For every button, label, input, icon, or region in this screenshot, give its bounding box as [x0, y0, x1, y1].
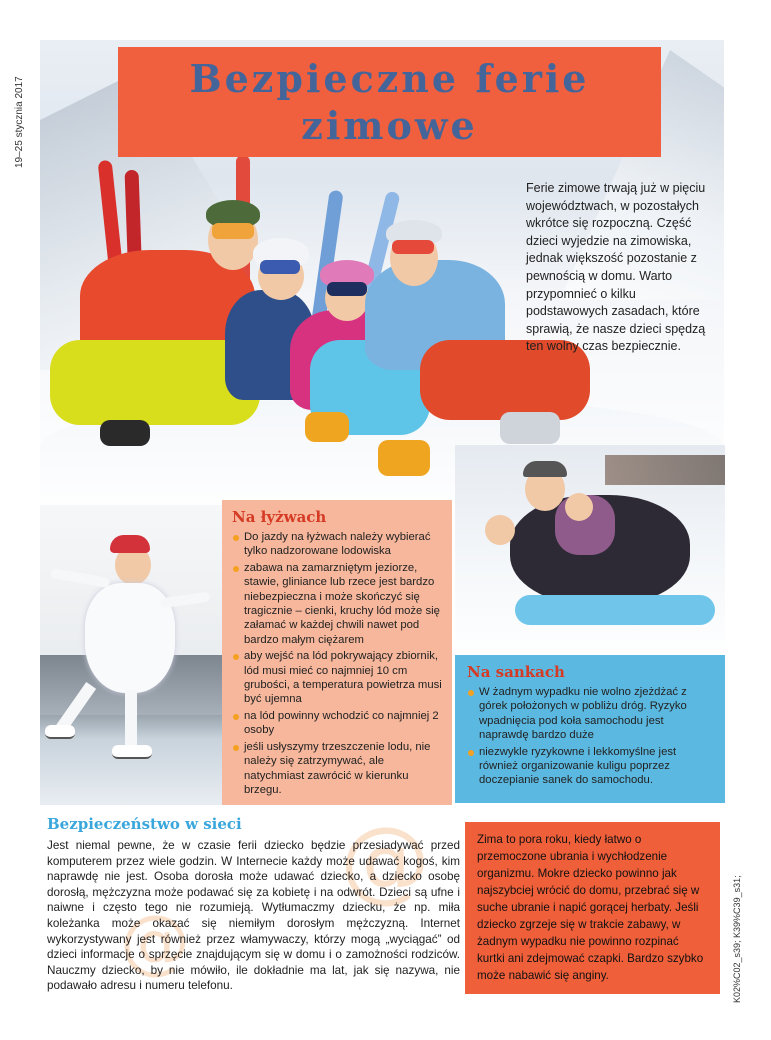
skating-list — [230, 530, 444, 799]
skater-leg — [125, 690, 137, 750]
list-item: Do jazdy na łyżwach należy wybierać tylko nadzorowane lodowiska — [230, 530, 444, 559]
skater-arm — [50, 568, 111, 588]
family-sledding-photo — [455, 445, 725, 660]
boot-white — [500, 412, 560, 444]
boot-orange — [305, 412, 349, 442]
sledding-tips-box — [455, 655, 725, 803]
girl-goggles — [327, 282, 367, 296]
girl-face — [565, 493, 593, 521]
list-item: jeśli usłyszymy trzeszczenie lodu, nie należy się zatrzymywać, ale natychmiast zawrócić w kierunku brzegu. — [230, 740, 444, 798]
list-item: aby wejść na lód pokrywający zbiornik, lód musi mieć co najmniej 10 cm grubości, a temperatura powietrza musi być ujemna — [230, 649, 444, 707]
skating-tips-box — [222, 500, 452, 805]
page-title: Bezpieczne ferie zimowe — [189, 56, 590, 148]
intro-paragraph: Ferie zimowe trwają już w pięciu województwach, w pozostałych wkrótce się rozpoczną. Część dzieci wyjedzie na zimowiska, jednak większość pozostanie z pewnością w domu. Warto przypomnieć o kilku podstawowych zasadach, które sprawią, że nasze dzieci spędzą ten wolny czas bezpiecznie. — [526, 181, 706, 354]
skate — [112, 745, 152, 759]
internet-paragraph: Jest niemal pewne, że w czasie ferii dziecko będzie przesiadywać przed komputerem przez wiele godzin. W Internecie każdy może udawać kogoś, kim naprawdę nie jest. Osoba dorosła może udawać dziecko, a dziecko osobę dorosłą, mężczyzna może podawać się za kobietę i na odwrót. Dzieci są ufne i naiwne i często tego nie rozumieją. Wytłumaczmy dziecku, że np. miła koleżanka może okazać się niemiłym dorosłym mężczyzną. Internet wykorzystywany jest również przez włamywaczy, którzy mogą „wyciągać” od dzieci informacje o sprzęcie znajdującym się w domu i o zamożności rodziców. Nauczmy dziecko, by nie mówiło, ile dokładnie ma lat, jak się nazywa, nie podawało adresu i numeru telefonu. — [47, 839, 460, 993]
skate — [45, 725, 75, 739]
dad-goggles — [212, 223, 254, 239]
boy-goggles — [260, 260, 300, 274]
at-sign-decoration: @ — [340, 808, 430, 913]
skater-hat — [110, 535, 150, 553]
list-item: niezwykle ryzykowne i lekkomyślne jest również organizowanie kuligu poprzez doczepianie sanek do samochodu. — [465, 745, 715, 788]
boot-orange — [378, 440, 430, 476]
sledding-list — [465, 685, 715, 790]
print-code: K02%C02_s39; K39%C39_s31; — [732, 875, 742, 1003]
title-banner — [118, 47, 661, 157]
sled — [515, 595, 715, 625]
list-item: W żadnym wypadku nie wolno zjeżdżać z górek położonych w pobliżu dróg. Ryzyko wpadnięcia pod koła samochodu jest naprawdę bardzo duże — [465, 685, 715, 743]
girl-ice-skating-photo — [40, 505, 240, 805]
list-item: na lód powinny wchodzić co najmniej 2 osoby — [230, 709, 444, 738]
winter-paragraph: Zima to pora roku, kiedy łatwo o przemoczone ubrania i wychłodzenie organizmu. Mokre dziecko powinno jak najszybciej wrócić do domu, przebrać się w suche ubranie i napić gorącej herbaty. Jeśli dziecko zgrzeje się w trakcie zabawy, w żadnym wypadku nie powinno rozpinać kurtki ani zdejmować czapki. Bardzo szybko może nabawić się anginy. — [477, 833, 704, 982]
skater-arm — [160, 592, 211, 609]
sledding-heading: Na sankach — [467, 663, 565, 681]
internet-heading: Bezpieczeństwo w sieci — [47, 815, 242, 833]
at-sign-decoration: @ — [120, 900, 190, 982]
trees — [605, 455, 725, 485]
issue-date: 19–25 stycznia 2017 — [14, 76, 25, 168]
boot-black — [100, 420, 150, 446]
winter-tip-box — [465, 822, 720, 994]
dad-cap — [523, 461, 567, 477]
mom-goggles — [392, 240, 434, 254]
list-item: zabawa na zamarzniętym jeziorze, stawie, gliniance lub rzece jest bardzo niebezpieczna i może skończyć się tragicznie – cienki, kruchy lód może się załamać w każdej chwili nawet pod bardzo małym ciężarem — [230, 561, 444, 647]
boy-face — [485, 515, 515, 545]
skating-heading: Na łyżwach — [232, 508, 327, 526]
